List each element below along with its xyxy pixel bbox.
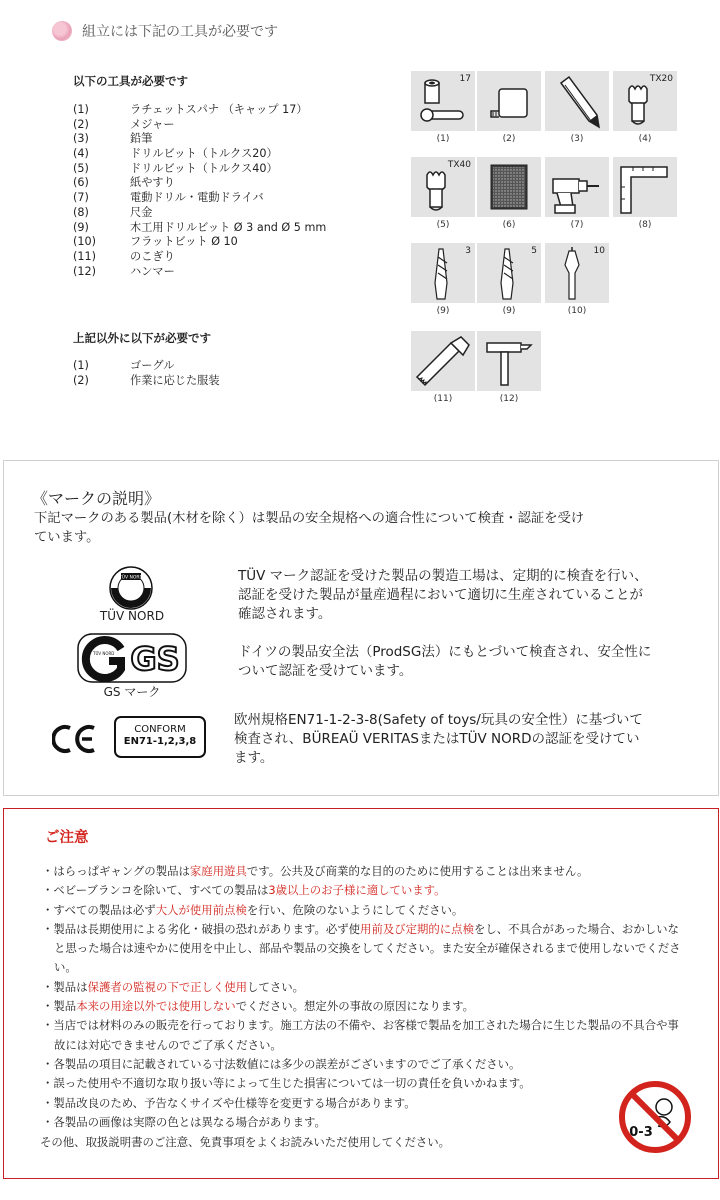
caution-item [42, 1113, 682, 1132]
section-title: 組立には下記の工具が必要です [82, 24, 278, 40]
svg-text:GS: GS [130, 640, 180, 678]
list-item-number: (5) [73, 161, 89, 175]
list-item-number: (12) [73, 264, 96, 278]
list-item-label: メジャー [130, 117, 175, 131]
list-item-number: (2) [73, 373, 89, 387]
tool-icon-cell [545, 243, 609, 303]
marks-title: 《マークの説明》 [32, 489, 161, 508]
caution-highlight: 本来の用途以外では使用しない [76, 999, 236, 1014]
caution-item [42, 978, 682, 997]
list-item [73, 118, 403, 133]
bullet: ・ [42, 883, 54, 898]
list-item-number: (4) [73, 147, 89, 161]
list-item-label: 紙やすり [130, 176, 175, 190]
caution-text: 誤った使用や不適切な取り扱い等によって生じた損害については一切の責任を負いかねます。 [53, 1076, 531, 1091]
icon-caption: (4) [638, 134, 652, 144]
not-for-0-3-icon [618, 1080, 692, 1154]
bullet: ・ [42, 999, 54, 1014]
icon-caption: (7) [570, 220, 584, 230]
icon-size-label: TX20 [649, 74, 673, 84]
caution-text: です。公共及び商業的な目的のために使用することは出来ません。 [246, 864, 589, 878]
gs-mark-label: GS マーク [103, 685, 161, 699]
bullet: ・ [42, 902, 54, 917]
bullet: ・ [42, 1076, 54, 1091]
conform-badge [114, 716, 206, 758]
list-item [73, 374, 403, 389]
caution-list [42, 862, 682, 1132]
caution-highlight: 家庭用遊具 [189, 864, 247, 878]
hammer-icon [477, 331, 541, 391]
tools-heading: 以下の工具が必要です [73, 74, 188, 88]
caution-highlight: 3歳以上のお子様に適しています。 [268, 883, 446, 898]
tuv-description: TÜV マーク認証を受けた製品の製造工場は、定期的に検査を行い、認証を受けた製品が量産過程において適切に生産されていることが確認されます。 [238, 568, 648, 622]
bullet: ・ [42, 1056, 54, 1071]
pencil-icon [545, 71, 609, 131]
list-item [73, 206, 403, 221]
caution-item [42, 862, 682, 881]
list-item-number: (9) [73, 220, 89, 234]
caution-highlight: 保護者の監視の下で正しく使用 [87, 979, 248, 994]
list-item [73, 221, 403, 236]
bullet: ・ [42, 979, 54, 994]
caution-text: 製品改良のため、予告なくサイズや仕様等を変更する場合があります。 [53, 1095, 416, 1110]
svg-text:TÜV NORD: TÜV NORD [93, 651, 115, 656]
icon-caption: (6) [502, 220, 516, 230]
drill-icon [545, 157, 609, 217]
icon-caption: (2) [502, 134, 516, 144]
caution-item [42, 1074, 682, 1093]
icon-size-label: 5 [531, 246, 537, 256]
caution-text: 各製品の画像は実際の色とは異なる場合があります。 [53, 1114, 326, 1129]
list-item [73, 176, 403, 191]
list-item-label: 鉛筆 [130, 132, 153, 146]
marks-intro: 下記マークのある製品(木材を除く）は製品の安全規格への適合性について検査・認証を受けています。 [34, 511, 585, 545]
icon-size-label: 3 [465, 246, 471, 256]
list-item-number: (1) [73, 103, 89, 116]
icon-size-label: TX40 [447, 160, 471, 170]
icon-caption: (8) [638, 220, 652, 230]
tool-icon-cell [477, 157, 541, 217]
list-item-label: ゴーグル [130, 359, 175, 372]
icon-caption: (3) [570, 134, 584, 144]
tool-icon-cell [613, 157, 677, 217]
square-ruler-icon [613, 157, 677, 217]
caution-text: 各製品の項目に記載されている寸法数値には多少の誤差がございますのでご了承ください。 [53, 1056, 521, 1071]
caution-highlight: 用前及び定期的に点検 [360, 921, 474, 936]
tuv-nord-logo [106, 565, 156, 611]
caution-text: してさい。 [247, 979, 305, 994]
caution-text: 製品 [53, 999, 77, 1014]
caution-item [42, 901, 682, 920]
sandpaper-icon [477, 157, 541, 217]
ce-mark-logo [52, 724, 98, 754]
list-item-label: 電動ドリル・電動ドライバ [130, 191, 264, 205]
extra-heading: 上記以外に以下が必要です [73, 331, 211, 345]
tool-list [73, 103, 403, 279]
icon-caption: (9) [436, 306, 450, 316]
list-item-label: 尺金 [130, 205, 153, 219]
caution-item [42, 1094, 682, 1113]
caution-text: 製品は [53, 979, 88, 994]
list-item-label: 作業に応じた服装 [130, 373, 220, 387]
caution-footer: その他、取扱説明書のご注意、免責事項をよくお読みいただ使用してください。 [40, 1135, 451, 1149]
bullet: ・ [42, 864, 54, 878]
icon-caption: (1) [436, 134, 450, 144]
list-item-number: (6) [73, 176, 89, 190]
list-item-label: ドリルビット（トルクス20） [130, 147, 278, 161]
caution-text: すべての製品は必ず [53, 902, 156, 917]
icon-caption: (5) [436, 220, 450, 230]
icon-caption: (12) [499, 394, 519, 404]
tool-icon-cell [545, 71, 609, 131]
caution-highlight: 大人が使用前点検 [155, 902, 247, 917]
tuv-nord-label: TÜV NORD [99, 609, 165, 623]
list-item-label: ハンマー [130, 264, 175, 278]
list-item [73, 132, 403, 147]
list-item-label: のこぎり [130, 249, 175, 263]
icon-caption: (11) [433, 394, 453, 404]
list-item-label: フラットビット Ø 10 [130, 235, 238, 249]
tool-icon-cell [545, 157, 609, 217]
list-item-label: ラチェットスパナ （キャップ 17） [130, 103, 308, 116]
tool-icon-cell [411, 157, 475, 217]
icon-size-label: 17 [459, 74, 471, 84]
list-item [73, 250, 403, 265]
bullet: ・ [42, 1095, 54, 1110]
icon-caption: (9) [502, 306, 516, 316]
caution-item [42, 1055, 682, 1074]
list-item [73, 191, 403, 206]
caution-text: ベビーブランコを除いて、すべての製品は [53, 883, 269, 898]
tool-icon-cell [477, 331, 541, 391]
caution-text: 製品は長期使用による劣化・破損の恐れがあります。必ず使 [53, 921, 361, 936]
bullet: ・ [42, 921, 54, 936]
caution-item [42, 920, 682, 978]
caution-item [42, 997, 682, 1016]
caution-item [42, 1016, 682, 1055]
list-item-label: ドリルビット（トルクス40） [130, 161, 278, 175]
section-header [52, 20, 278, 42]
list-item-label: 木工用ドリルビット Ø 3 and Ø 5 mm [130, 220, 327, 234]
bullet: ・ [42, 1018, 54, 1033]
list-item [73, 147, 403, 162]
caution-title: ご注意 [45, 830, 89, 846]
svg-text:TÜV NORD: TÜV NORD [118, 575, 144, 581]
tool-icon-cell [613, 71, 677, 131]
caution-text: でください。想定外の事故の原因になります。 [235, 999, 474, 1014]
list-item [73, 235, 403, 250]
gs-description: ドイツの製品安全法（ProdSG法）にもとづいて検査され、安全性について認証を受けています。 [238, 644, 652, 679]
list-item [73, 265, 403, 280]
caution-text: を行い、危険のないようにしてください。 [246, 902, 464, 917]
gs-mark-logo [77, 633, 187, 683]
list-item [73, 359, 403, 374]
list-item-number: (11) [73, 249, 96, 263]
icon-size-label: 10 [593, 246, 605, 256]
conform-line1: CONFORM [134, 724, 186, 735]
caution-text: はらっぱギャングの製品は [53, 864, 190, 878]
list-item [73, 103, 403, 118]
caution-item [42, 881, 682, 900]
tool-icon-cell [411, 243, 475, 303]
caution-text: 当店では材料のみの販売を行っております。施工方法の不備や、お客様で製品を加工された場合に生じた製品の不具合や事故には対応できませんのでご了承ください。 [53, 1018, 679, 1052]
tool-icon-cell [477, 243, 541, 303]
age-badge-text: 0-3 [629, 1125, 653, 1140]
extra-list [73, 359, 403, 388]
list-item-number: (3) [73, 132, 89, 146]
tool-icon-cell [411, 71, 475, 131]
bullet: ・ [42, 1114, 54, 1129]
icon-caption: (10) [567, 306, 587, 316]
tool-icon-cell [477, 71, 541, 131]
tool-icon-cell [411, 331, 475, 391]
saw-icon [411, 331, 475, 391]
list-item-number: (8) [73, 205, 89, 219]
conform-line2: EN71-1,2,3,8 [123, 736, 197, 747]
list-item [73, 162, 403, 177]
list-item-number: (1) [73, 359, 89, 372]
list-item-number: (10) [73, 235, 96, 249]
list-item-number: (2) [73, 117, 89, 131]
flower-bullet-icon [52, 21, 72, 41]
tape-measure-icon [477, 71, 541, 131]
caution-text: をし、不具合があった場合、おかしいなと思った場合は速やかに使用を中止し、部品や製品の交換をしてください。また安全が確保されるまで使用しないでください。 [54, 921, 681, 975]
list-item-number: (7) [73, 191, 89, 205]
ce-description: 欧州規格EN71-1-2-3-8(Safety of toys/玩具の安全性）に基づいて検査され、BÜREAÜ VERITASまたはTÜV NORDの認証を受けています。 [234, 712, 643, 766]
